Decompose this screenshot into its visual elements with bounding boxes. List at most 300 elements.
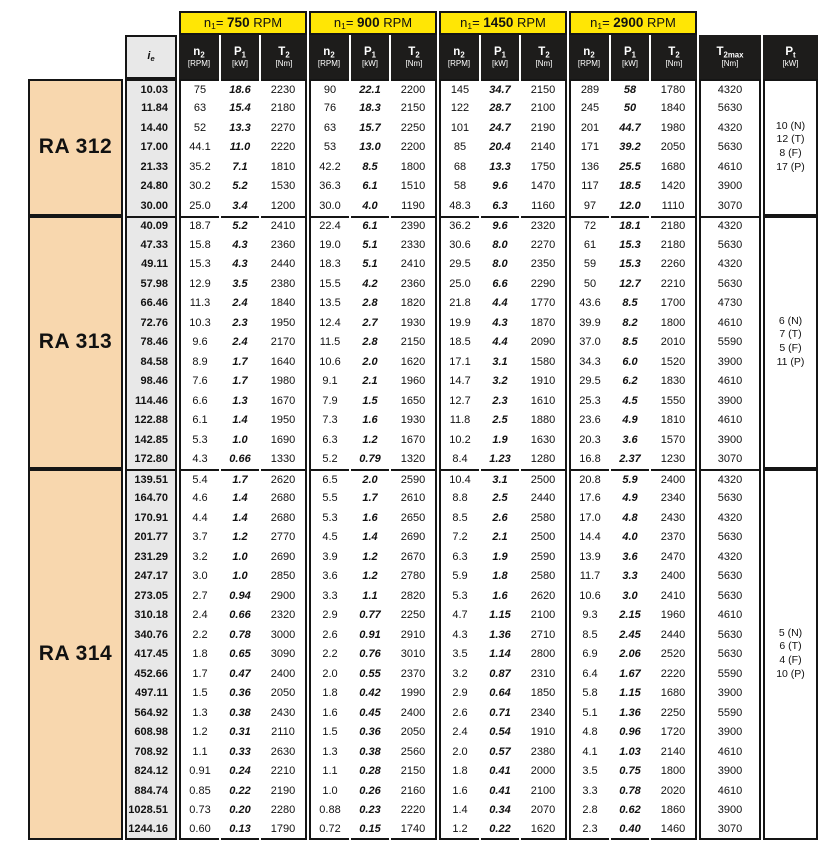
n2-cell: 171 — [569, 138, 609, 158]
table-row — [28, 820, 818, 840]
p1-cell: 1.36 — [611, 703, 649, 723]
p1-cell: 2.3 — [481, 391, 519, 411]
table-row — [28, 255, 818, 275]
p1-cell: 1.4 — [351, 528, 389, 548]
n2-cell: 7.2 — [439, 528, 479, 548]
table-row — [28, 274, 818, 294]
ratio-cell: 247.17 — [125, 567, 177, 587]
ratio-cell: 273.05 — [125, 586, 177, 606]
p1-cell: 1.9 — [481, 430, 519, 450]
n2-cell: 19.9 — [439, 313, 479, 333]
p1-cell: 0.47 — [221, 664, 259, 684]
t2-cell: 2440 — [521, 489, 567, 509]
col-header-p1: $P_1$ [kW] — [221, 35, 259, 79]
t2-cell: 1650 — [391, 391, 437, 411]
col-header-p1: $P_1$ [kW] — [481, 35, 519, 79]
p1-cell: 3.2 — [481, 372, 519, 392]
t2-cell: 2360 — [391, 274, 437, 294]
n2-cell: 3.3 — [569, 781, 609, 801]
t2-cell: 2680 — [261, 489, 307, 509]
p1-cell: 0.66 — [221, 606, 259, 626]
p1-cell: 1.0 — [221, 547, 259, 567]
t2-cell: 2180 — [651, 235, 697, 255]
t2-cell: 2350 — [521, 255, 567, 275]
header-spacer-right — [699, 11, 818, 35]
col-header-n2: $n_2$ [RPM] — [179, 35, 219, 79]
t2-cell: 2270 — [521, 235, 567, 255]
t2-cell: 1910 — [521, 372, 567, 392]
table-row — [28, 606, 818, 626]
t2-cell: 2140 — [521, 138, 567, 158]
t2-cell: 2220 — [391, 801, 437, 821]
p1-cell: 13.0 — [351, 138, 389, 158]
t2-cell: 3000 — [261, 625, 307, 645]
n2-cell: 1.4 — [439, 801, 479, 821]
table-row — [28, 99, 818, 119]
ratio-cell: 824.12 — [125, 762, 177, 782]
p1-cell: 1.67 — [611, 664, 649, 684]
table-row — [28, 216, 818, 236]
t2-cell: 1160 — [521, 196, 567, 216]
ratio-cell: 172.80 — [125, 450, 177, 470]
t2-cell: 2440 — [651, 625, 697, 645]
header-spacer-label — [28, 35, 123, 79]
t2-cell: 2170 — [261, 333, 307, 353]
p1-cell: 5.2 — [221, 216, 259, 236]
t2-cell: 2330 — [391, 235, 437, 255]
t2max-cell: 4610 — [699, 606, 761, 626]
n2-cell: 3.3 — [309, 586, 349, 606]
n2-cell: 1.3 — [309, 742, 349, 762]
n2-cell: 6.3 — [439, 547, 479, 567]
p1-cell: 1.6 — [351, 508, 389, 528]
t2max-cell: 5630 — [699, 274, 761, 294]
n2-cell: 2.6 — [439, 703, 479, 723]
t2max-cell: 4610 — [699, 313, 761, 333]
ratio-cell: 47.33 — [125, 235, 177, 255]
p1-cell: 0.45 — [351, 703, 389, 723]
p1-cell: 1.15 — [481, 606, 519, 626]
t2-cell: 2140 — [651, 742, 697, 762]
t2-cell: 2020 — [651, 781, 697, 801]
speed-header-2900: $n_1= 2900$ RPM — [569, 11, 697, 35]
ratio-cell: 49.11 — [125, 255, 177, 275]
t2-cell: 2290 — [521, 274, 567, 294]
table-row — [28, 177, 818, 197]
n2-cell: 4.3 — [439, 625, 479, 645]
n2-cell: 5.2 — [309, 450, 349, 470]
p1-cell: 0.28 — [351, 762, 389, 782]
speed-header-row — [28, 11, 818, 35]
t2-cell: 1980 — [651, 118, 697, 138]
t2-cell: 1640 — [261, 352, 307, 372]
p1-cell: 1.0 — [221, 430, 259, 450]
table-row — [28, 723, 818, 743]
t2-cell: 2150 — [391, 762, 437, 782]
n2-cell: 4.1 — [569, 742, 609, 762]
t2-cell: 1740 — [391, 820, 437, 840]
t2max-cell: 5630 — [699, 625, 761, 645]
ratio-cell: 708.92 — [125, 742, 177, 762]
p1-cell: 1.23 — [481, 450, 519, 470]
p1-cell: 18.3 — [351, 99, 389, 119]
p1-cell: 1.7 — [351, 489, 389, 509]
t2max-cell: 4320 — [699, 255, 761, 275]
t2-cell: 2580 — [521, 508, 567, 528]
t2-cell: 1680 — [651, 157, 697, 177]
p1-cell: 15.7 — [351, 118, 389, 138]
p1-cell: 8.5 — [611, 333, 649, 353]
t2-cell: 2100 — [521, 606, 567, 626]
t2-cell: 1980 — [261, 372, 307, 392]
n2-cell: 5.9 — [439, 567, 479, 587]
n2-cell: 1.8 — [309, 684, 349, 704]
p1-cell: 0.13 — [221, 820, 259, 840]
p1-cell: 1.8 — [481, 567, 519, 587]
t2-cell: 2670 — [391, 547, 437, 567]
p1-cell: 2.6 — [481, 508, 519, 528]
t2-cell: 2690 — [391, 528, 437, 548]
table-row — [28, 313, 818, 333]
p1-cell: 3.6 — [611, 430, 649, 450]
t2-cell: 2590 — [391, 469, 437, 489]
t2-cell: 1550 — [651, 391, 697, 411]
t2-cell: 2380 — [261, 274, 307, 294]
n2-cell: 16.8 — [569, 450, 609, 470]
col-header-t2max: $T_{2max}$ [Nm] — [699, 35, 761, 79]
n2-cell: 3.9 — [309, 547, 349, 567]
t2max-cell: 3900 — [699, 352, 761, 372]
ratio-cell: 564.92 — [125, 703, 177, 723]
p1-cell: 1.5 — [351, 391, 389, 411]
t2max-cell: 5590 — [699, 333, 761, 353]
n2-cell: 22.4 — [309, 216, 349, 236]
t2max-cell: 3070 — [699, 196, 761, 216]
t2-cell: 1990 — [391, 684, 437, 704]
t2max-cell: 5630 — [699, 99, 761, 119]
t2max-cell: 4320 — [699, 547, 761, 567]
n2-cell: 29.5 — [569, 372, 609, 392]
t2max-cell: 3900 — [699, 762, 761, 782]
n2-cell: 10.6 — [569, 586, 609, 606]
t2-cell: 2320 — [521, 216, 567, 236]
ratio-cell: 884.74 — [125, 781, 177, 801]
n2-cell: 63 — [179, 99, 219, 119]
p1-cell: 4.0 — [351, 196, 389, 216]
p1-cell: 5.1 — [351, 235, 389, 255]
t2max-cell: 3900 — [699, 684, 761, 704]
n2-cell: 3.0 — [179, 567, 219, 587]
p1-cell: 12.0 — [611, 196, 649, 216]
table-row — [28, 547, 818, 567]
t2-cell: 2620 — [521, 586, 567, 606]
table-row — [28, 157, 818, 177]
t2max-cell: 4610 — [699, 781, 761, 801]
t2-cell: 1810 — [651, 411, 697, 431]
n2-cell: 6.9 — [569, 645, 609, 665]
p1-cell: 0.41 — [481, 781, 519, 801]
table-header — [28, 11, 818, 79]
t2-cell: 1850 — [521, 684, 567, 704]
p1-cell: 0.75 — [611, 762, 649, 782]
n1-symbol: $n_1=$ — [590, 14, 610, 32]
n2-cell: 5.3 — [179, 430, 219, 450]
speed-header-900: $n_1= 900$ RPM — [309, 11, 437, 35]
speed-header-1450: $n_1= 1450$ RPM — [439, 11, 567, 35]
p1-cell: 6.1 — [351, 177, 389, 197]
table-row — [28, 138, 818, 158]
t2-cell: 3090 — [261, 645, 307, 665]
p1-cell: 0.22 — [481, 820, 519, 840]
table-row — [28, 742, 818, 762]
n2-cell: 1.7 — [179, 664, 219, 684]
n2-cell: 3.7 — [179, 528, 219, 548]
p1-cell: 3.1 — [481, 352, 519, 372]
t2-cell: 2190 — [261, 781, 307, 801]
table-row — [28, 528, 818, 548]
t2max-cell: 5630 — [699, 489, 761, 509]
n2-cell: 25.0 — [179, 196, 219, 216]
n2-cell: 23.6 — [569, 411, 609, 431]
n2-cell: 201 — [569, 118, 609, 138]
t2-cell: 1280 — [521, 450, 567, 470]
n2-cell: 12.7 — [439, 391, 479, 411]
t2-cell: 2180 — [651, 216, 697, 236]
p1-cell: 0.31 — [221, 723, 259, 743]
p1-cell: 1.6 — [481, 586, 519, 606]
n2-cell: 5.3 — [309, 508, 349, 528]
n2-cell: 4.4 — [179, 508, 219, 528]
t2max-cell: 4610 — [699, 157, 761, 177]
p1-cell: 0.40 — [611, 820, 649, 840]
table-row — [28, 430, 818, 450]
t2-cell: 1190 — [391, 196, 437, 216]
p1-cell: 0.23 — [351, 801, 389, 821]
n2-cell: 15.5 — [309, 274, 349, 294]
p1-cell: 2.06 — [611, 645, 649, 665]
table-row — [28, 645, 818, 665]
t2max-cell: 3070 — [699, 820, 761, 840]
n2-cell: 0.85 — [179, 781, 219, 801]
p1-cell: 9.6 — [481, 216, 519, 236]
n2-cell: 97 — [569, 196, 609, 216]
p1-cell: 1.2 — [351, 567, 389, 587]
p1-cell: 6.1 — [351, 216, 389, 236]
n2-cell: 25.3 — [569, 391, 609, 411]
n2-cell: 29.5 — [439, 255, 479, 275]
n2-cell: 18.5 — [439, 333, 479, 353]
n2-cell: 1.6 — [309, 703, 349, 723]
t2-cell: 2430 — [651, 508, 697, 528]
p1-cell: 18.5 — [611, 177, 649, 197]
p1-cell: 25.5 — [611, 157, 649, 177]
col-header-p1: $P_1$ [kW] — [611, 35, 649, 79]
p1-cell: 4.4 — [481, 294, 519, 314]
n2-cell: 10.2 — [439, 430, 479, 450]
p1-cell: 13.3 — [481, 157, 519, 177]
p1-cell: 20.4 — [481, 138, 519, 158]
t2-cell: 1830 — [651, 372, 697, 392]
t2max-cell: 4730 — [699, 294, 761, 314]
t2-cell: 1670 — [261, 391, 307, 411]
ratio-cell: 170.91 — [125, 508, 177, 528]
n2-cell: 1.8 — [179, 645, 219, 665]
n2-cell: 1.3 — [179, 703, 219, 723]
n2-cell: 1.1 — [179, 742, 219, 762]
p1-cell: 0.36 — [351, 723, 389, 743]
p1-cell: 5.9 — [611, 469, 649, 489]
t2-cell: 1580 — [521, 352, 567, 372]
p1-cell: 5.1 — [351, 255, 389, 275]
n2-cell: 36.3 — [309, 177, 349, 197]
n2-cell: 12.9 — [179, 274, 219, 294]
table-row — [28, 352, 818, 372]
n2-cell: 145 — [439, 79, 479, 99]
p1-cell: 0.42 — [351, 684, 389, 704]
t2-cell: 1510 — [391, 177, 437, 197]
n2-cell: 7.9 — [309, 391, 349, 411]
p1-cell: 4.3 — [481, 313, 519, 333]
p1-cell: 4.2 — [351, 274, 389, 294]
p1-cell: 0.38 — [351, 742, 389, 762]
p1-cell: 2.1 — [351, 372, 389, 392]
n2-cell: 5.8 — [569, 684, 609, 704]
t2-cell: 2400 — [651, 567, 697, 587]
n2-cell: 2.3 — [569, 820, 609, 840]
t2max-cell: 3900 — [699, 177, 761, 197]
n2-cell: 14.4 — [569, 528, 609, 548]
n2-cell: 42.2 — [309, 157, 349, 177]
t2-cell: 2090 — [521, 333, 567, 353]
table-row — [28, 372, 818, 392]
t2-cell: 2850 — [261, 567, 307, 587]
t2max-cell: 4320 — [699, 469, 761, 489]
table-row — [28, 79, 818, 99]
p1-cell: 12.7 — [611, 274, 649, 294]
ratio-cell: 340.76 — [125, 625, 177, 645]
t2-cell: 1800 — [651, 762, 697, 782]
t2-cell: 2320 — [261, 606, 307, 626]
t2-cell: 2220 — [261, 138, 307, 158]
ratio-cell: 231.29 — [125, 547, 177, 567]
t2-cell: 2410 — [651, 586, 697, 606]
t2max-cell: 3900 — [699, 391, 761, 411]
ratio-cell: 114.46 — [125, 391, 177, 411]
n2-cell: 8.5 — [439, 508, 479, 528]
p1-cell: 2.3 — [221, 313, 259, 333]
p1-cell: 1.7 — [221, 372, 259, 392]
p1-cell: 39.2 — [611, 138, 649, 158]
n2-cell: 68 — [439, 157, 479, 177]
table-row — [28, 801, 818, 821]
n2-cell: 19.0 — [309, 235, 349, 255]
t2-cell: 2280 — [261, 801, 307, 821]
t2max-cell: 4320 — [699, 216, 761, 236]
table-row — [28, 450, 818, 470]
t2-cell: 1880 — [521, 411, 567, 431]
t2-cell: 2370 — [391, 664, 437, 684]
n2-cell: 1.2 — [179, 723, 219, 743]
n2-cell: 85 — [439, 138, 479, 158]
p1-cell: 2.15 — [611, 606, 649, 626]
header-spacer-left — [28, 11, 177, 35]
t2max-cell: 5630 — [699, 528, 761, 548]
p1-cell: 2.0 — [351, 352, 389, 372]
n2-cell: 2.2 — [179, 625, 219, 645]
ratio-cell: 84.58 — [125, 352, 177, 372]
t2-cell: 2010 — [651, 333, 697, 353]
n2-cell: 3.2 — [439, 664, 479, 684]
table-row — [28, 391, 818, 411]
n2-cell: 5.1 — [569, 703, 609, 723]
table-row — [28, 489, 818, 509]
t2-cell: 2610 — [391, 489, 437, 509]
t2-cell: 1720 — [651, 723, 697, 743]
n2-cell: 8.5 — [569, 625, 609, 645]
table-row — [28, 625, 818, 645]
t2-cell: 1950 — [261, 411, 307, 431]
n2-cell: 11.8 — [439, 411, 479, 431]
n2-cell: 10.6 — [309, 352, 349, 372]
col-header-t2: $T_2$ [Nm] — [521, 35, 567, 79]
p1-cell: 13.3 — [221, 118, 259, 138]
p1-cell: 2.45 — [611, 625, 649, 645]
col-header-pt: $P_t$ [kW] — [763, 35, 818, 79]
n2-cell: 3.5 — [439, 645, 479, 665]
n2-cell: 35.2 — [179, 157, 219, 177]
t2-cell: 1610 — [521, 391, 567, 411]
table-row — [28, 762, 818, 782]
n2-cell: 13.5 — [309, 294, 349, 314]
n2-cell: 17.1 — [439, 352, 479, 372]
gearbox-rating-table — [26, 11, 820, 840]
p1-cell: 8.0 — [481, 235, 519, 255]
t2max-cell: 3900 — [699, 430, 761, 450]
col-header-p1: $P_1$ [kW] — [351, 35, 389, 79]
n2-cell: 3.6 — [309, 567, 349, 587]
p1-cell: 0.34 — [481, 801, 519, 821]
t2-cell: 2150 — [521, 79, 567, 99]
p1-cell: 2.5 — [481, 489, 519, 509]
p1-cell: 0.77 — [351, 606, 389, 626]
t2-cell: 1810 — [261, 157, 307, 177]
n2-cell: 17.0 — [569, 508, 609, 528]
n2-cell: 25.0 — [439, 274, 479, 294]
p1-cell: 3.0 — [611, 586, 649, 606]
n2-cell: 11.5 — [309, 333, 349, 353]
p1-cell: 2.8 — [351, 294, 389, 314]
col-header-n2: $n_2$ [RPM] — [569, 35, 609, 79]
n2-cell: 6.1 — [179, 411, 219, 431]
ratio-cell: 417.45 — [125, 645, 177, 665]
n2-cell: 245 — [569, 99, 609, 119]
ratio-cell: 24.80 — [125, 177, 177, 197]
t2-cell: 1930 — [391, 411, 437, 431]
n2-cell: 289 — [569, 79, 609, 99]
t2-cell: 2100 — [521, 781, 567, 801]
p1-cell: 1.2 — [351, 430, 389, 450]
t2-cell: 3010 — [391, 645, 437, 665]
t2-cell: 1420 — [651, 177, 697, 197]
t2-cell: 1860 — [651, 801, 697, 821]
p1-cell: 15.4 — [221, 99, 259, 119]
t2-cell: 2680 — [261, 508, 307, 528]
n2-cell: 1.6 — [439, 781, 479, 801]
t2-cell: 1110 — [651, 196, 697, 216]
p1-cell: 7.1 — [221, 157, 259, 177]
table-row — [28, 196, 818, 216]
t2-cell: 1870 — [521, 313, 567, 333]
